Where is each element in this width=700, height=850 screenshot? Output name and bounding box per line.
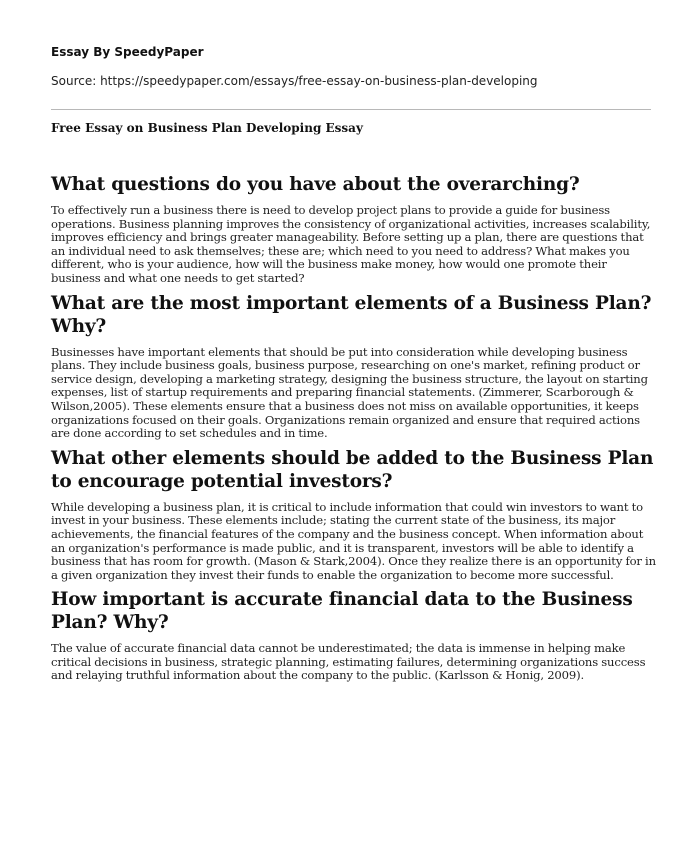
- section-paragraph: To effectively run a business there is need to develop project plans to provide a guide for business operations. Business planning improves the consistency of organizational activities, increases scalability, improves efficiency and brings greater manageability. Before setting up a plan, there are questions that an individual need to ask themselves; these are; which need to you need to address? What makes you different, who is your audience, how will the business make money, how would one promote their business and what one needs to get started?: [51, 203, 651, 285]
- section-paragraph: Businesses have important elements that should be put into consideration while developing business plans. They include business goals, business purpose, researching on one's market, refining product or service design, developing a marketing strategy, designing the business structure, the layout on starting expenses, list of startup requirements and preparing financial statements. (Zimmerer, Scarborough & Wilson,2005). These elements ensure that a business does not miss on available opportunities, it keeps organizations focused on their goals. Organizations remain organized and ensure that required actions are done according to set schedules and in time.: [51, 344, 648, 441]
- header-divider: [51, 109, 651, 110]
- section-heading: How important is accurate financial data to the Business Plan? Why?: [51, 589, 633, 634]
- section-heading: What questions do you have about the overarching?: [51, 174, 580, 195]
- section-investor-elements: [51, 447, 656, 583]
- section-heading: What other elements should be added to the Business Plan to encourage potential investors?: [51, 447, 654, 492]
- section-paragraph: The value of accurate financial data cannot be underestimated; the data is immense in helping make critical decisions in business, strategic planning, estimating failures, determining organizations success and relaying truthful information about the company to the public. (Karlsson & Honig, 2009).: [51, 641, 646, 683]
- essay-byline: Essay By SpeedyPaper: [51, 45, 204, 59]
- section-financial-data: [51, 588, 656, 683]
- source-line: Source: https://speedypaper.com/essays/free-essay-on-business-plan-developing: [51, 74, 538, 88]
- section-heading: What are the most important elements of a Business Plan? Why?: [51, 292, 652, 337]
- section-important-elements: [51, 292, 656, 441]
- section-overarching-questions: [51, 173, 656, 286]
- document-title: Free Essay on Business Plan Developing Essay: [51, 121, 363, 135]
- essay-content: [51, 173, 656, 689]
- section-paragraph: While developing a business plan, it is critical to include information that could win investors to want to invest in your business. These elements include; stating the current state of the business, its major achievements, the financial features of the company and the business concept. When information about an organization's performance is made public, and it is transparent, investors will be able to identify a business that has room for growth. (Mason & Stark,2004). Once they realize there is an opportunity for in a given organization they invest their funds to enable the organization to become more successful.: [51, 499, 656, 582]
